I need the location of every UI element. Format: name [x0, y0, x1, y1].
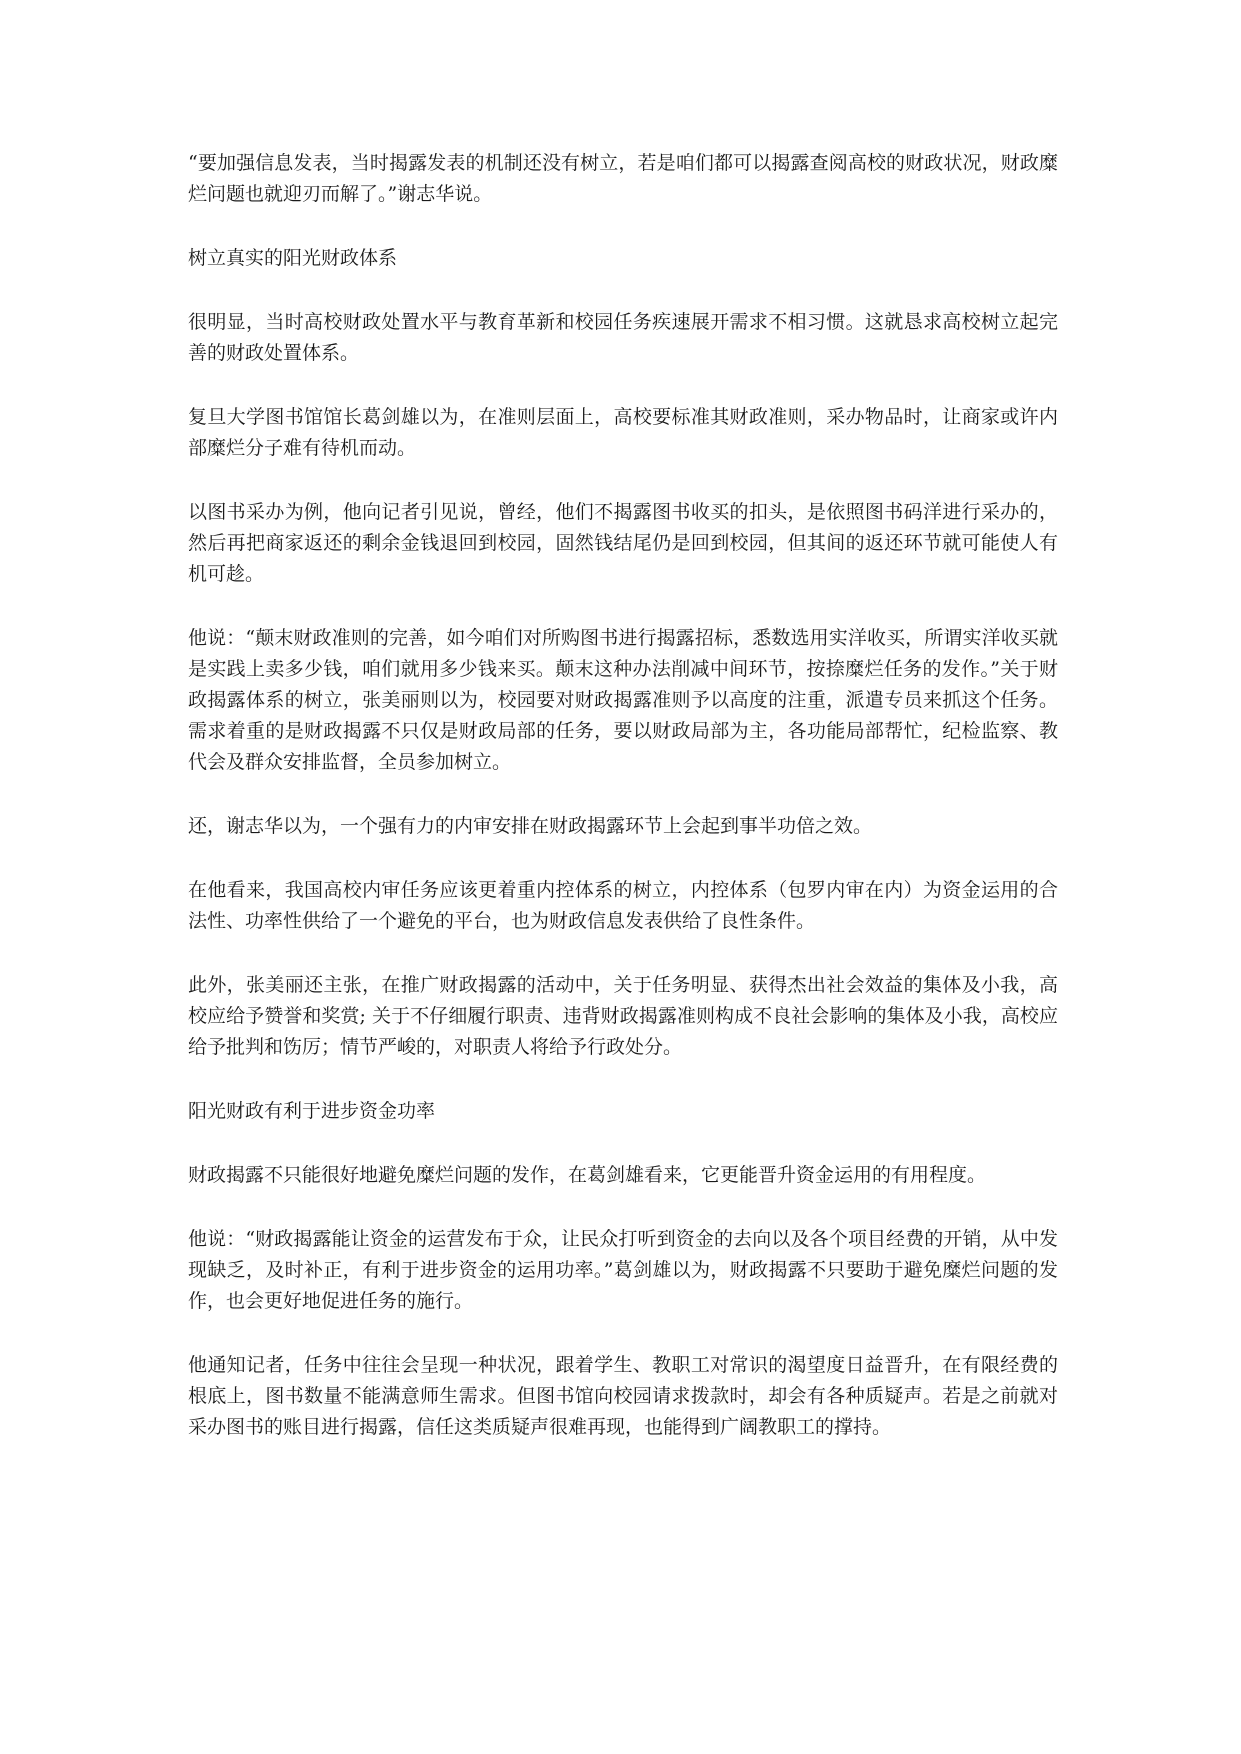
paragraph-library-funding: 他通知记者，任务中往往会呈现一种状况，跟着学生、教职工对常识的渴望度日益晋升，在有限经费的根底上，图书数量不能满意师生需求。但图书馆向校园请求拨款时，却会有各种质疑声。若是之前就对采办图书的账目进行揭露，信任这类质疑声很难再现，也能得到广阔教职工的撑持。	[188, 1354, 1058, 1438]
paragraph-disclosure-quote: “要加强信息发表，当时揭露发表的机制还没有树立，若是咱们都可以揭露查阅高校的财政状况，财政糜烂问题也就迎刃而解了。”谢志华说。	[188, 152, 1058, 205]
paragraph-internal-audit: 还，谢志华以为，一个强有力的内审安排在财政揭露环节上会起到事半功倍之效。	[188, 815, 873, 837]
paragraph-disclosure-benefits: 财政揭露不只能很好地避免糜烂问题的发作，在葛剑雄看来，它更能晋升资金运用的有用程度。	[188, 1164, 987, 1186]
document-body	[188, 148, 1058, 1476]
paragraph-rewards-penalties: 此外，张美丽还主张，在推广财政揭露的活动中，关于任务明显、获得杰出社会效益的集体及小我，高校应给予赞誉和奖赏; 关于不仔细履行职责、违背财政揭露准则构成不良社会影响的集体及小我，高校应给予批判和饬厉；情节严峻的，对职责人将给予行政处分。	[188, 974, 1058, 1058]
paragraph-internal-control: 在他看来，我国高校内审任务应该更着重内控体系的树立，内控体系（包罗内审在内）为资金运用的合法性、功率性供给了一个避免的平台，也为财政信息发表供给了良性条件。	[188, 879, 1058, 932]
paragraph-management-level: 很明显，当时高校财政处置水平与教育革新和校园任务疾速展开需求不相习惯。这就恳求高校树立起完善的财政处置体系。	[188, 311, 1058, 364]
paragraph-public-operation: 他说：“财政揭露能让资金的运营发布于众，让民众打听到资金的去向以及各个项目经费的开销，从中发现缺乏，及时补正，有利于进步资金的运用功率。”葛剑雄以为，财政揭露不只要助于避免糜烂问题的发作，也会更好地促进任务的施行。	[188, 1228, 1058, 1312]
paragraph-book-procurement: 以图书采办为例，他向记者引见说，曾经，他们不揭露图书收买的扣头，是依照图书码洋进行采办的，然后再把商家返还的剩余金钱退回到校园，固然钱结尾仍是回到校园，但其间的返还环节就可能使人有机可趁。	[188, 501, 1058, 585]
paragraph-open-bidding: 他说：“颠末财政准则的完善，如今咱们对所购图书进行揭露招标，悉数选用实洋收买，所谓实洋收买就是实践上卖多少钱，咱们就用多少钱来买。颠末这种办法削减中间环节，按捺糜烂任务的发作。”关于财政揭露体系的树立，张美丽则以为，校园要对财政揭露准则予以高度的注重，派遣专员来抓这个任务。需求着重的是财政揭露不只仅是财政局部的任务，要以财政局部为主，各功能局部帮忙，纪检监察、教代会及群众安排监督，全员参加树立。	[188, 627, 1058, 773]
paragraph-fudan-librarian: 复旦大学图书馆馆长葛剑雄以为，在准则层面上，高校要标准其财政准则，采办物品时，让商家或许内部糜烂分子难有待机而动。	[188, 406, 1058, 459]
section-heading-fund-efficiency: 阳光财政有利于进步资金功率	[188, 1100, 436, 1122]
section-heading-sunshine-system: 树立真实的阳光财政体系	[188, 247, 398, 269]
